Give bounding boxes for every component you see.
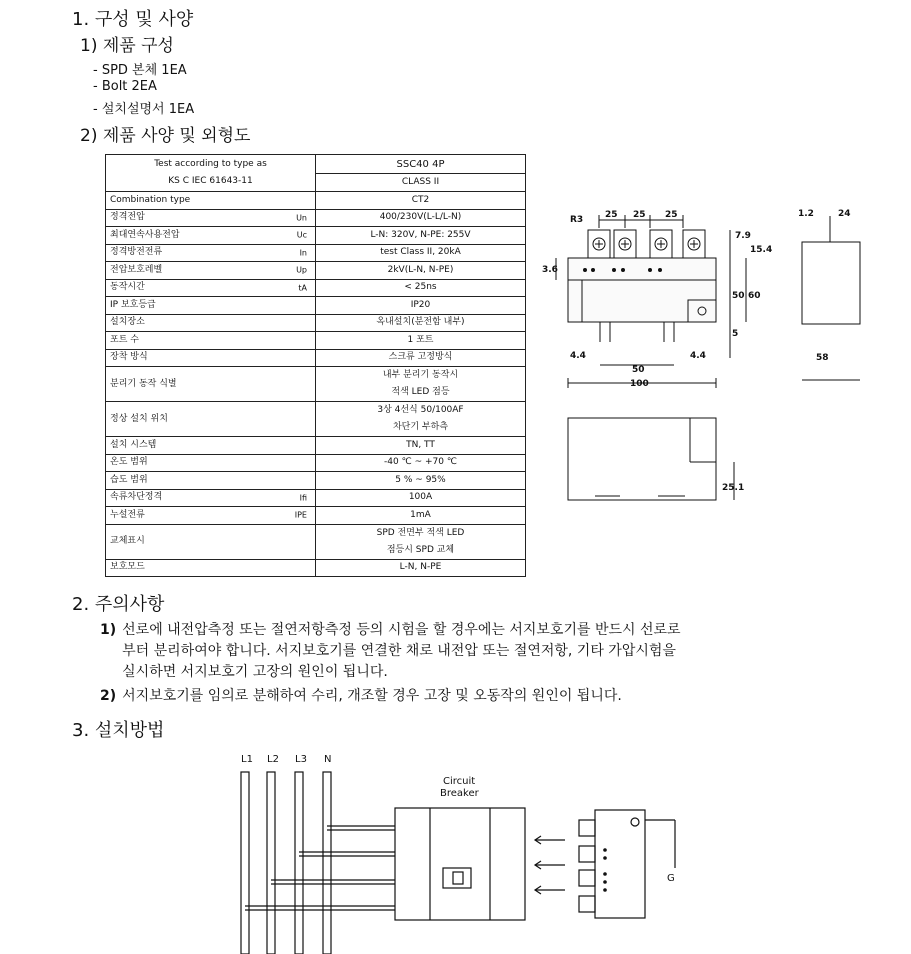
spec-value [316, 437, 526, 455]
dim-label: 58 [816, 353, 829, 363]
spec-label-text: 동작시간 [110, 282, 145, 293]
spec-label-text: 속류차단정격 [110, 492, 163, 503]
spec-value-line: TN, TT [406, 439, 435, 450]
spec-row [106, 279, 526, 297]
ground-label: G [667, 873, 675, 884]
spec-label-text: 온도 범위 [110, 457, 148, 468]
spec-value-line: 1 포트 [407, 334, 434, 345]
spec-row [106, 209, 526, 227]
spec-label-text: 보호모드 [110, 562, 145, 573]
spec-label [106, 209, 316, 227]
spec-symbol: Up [296, 265, 307, 275]
spec-row [106, 227, 526, 245]
component-item: - 설치설명서 1EA [93, 102, 195, 117]
spec-value-line: 점등시 SPD 교체 [386, 544, 455, 555]
line-label-l3: L3 [295, 754, 307, 765]
section-1-1-title: 1) 제품 구성 [80, 36, 174, 56]
spec-value [316, 559, 526, 577]
spec-value [316, 262, 526, 280]
dim-label: 4.4 [690, 351, 706, 361]
line-label-l2: L2 [267, 754, 279, 765]
spec-value-line: SPD 전면부 적색 LED [376, 527, 465, 538]
dim-label: 50 [732, 291, 745, 301]
spec-value-line: CT2 [411, 194, 430, 205]
spec-row [106, 349, 526, 367]
spec-value [316, 192, 526, 210]
spec-header-row [106, 155, 526, 192]
dim-label: 50 [632, 365, 645, 375]
bus-bar-n [323, 772, 331, 954]
spec-label [106, 559, 316, 577]
spec-label-text: Combination type [110, 194, 191, 205]
spec-symbol: tA [298, 283, 307, 293]
spec-label [106, 524, 316, 559]
spec-label-text: 정상 설치 위치 [110, 413, 168, 424]
spec-row [106, 559, 526, 577]
caution-item [100, 686, 800, 707]
spec-value-line: -40 ℃ ~ +70 ℃ [384, 457, 457, 468]
line-label-l1: L1 [241, 754, 253, 765]
spec-row [106, 332, 526, 350]
spec-value-line: IP20 [410, 299, 431, 310]
spec-row [106, 489, 526, 507]
bus-bar-l2 [267, 772, 275, 954]
spec-label-text: 정격방전전류 [110, 247, 163, 258]
spec-symbol: In [299, 248, 307, 258]
spec-label-text: 설치장소 [110, 317, 145, 328]
spec-table [105, 154, 526, 577]
spec-value [316, 297, 526, 315]
terminal [614, 230, 636, 258]
terminal [683, 230, 705, 258]
spec-row [106, 262, 526, 280]
spec-symbol: Un [296, 213, 307, 223]
spd-device [595, 810, 645, 918]
spec-label [106, 332, 316, 350]
spec-label [106, 507, 316, 525]
spec-label-text: 설치 시스템 [110, 439, 157, 450]
spec-class: CLASS II [401, 176, 440, 187]
spec-value-line: < 25ns [404, 282, 437, 293]
spec-label-text: 전압보호레벨 [110, 264, 163, 275]
spec-value [316, 402, 526, 437]
spec-label-text: 장착 방식 [110, 352, 148, 363]
spec-label [106, 262, 316, 280]
spec-label-text: 누설전류 [110, 509, 145, 520]
section-1-title: 1. 구성 및 사양 [72, 9, 194, 30]
spec-label [106, 402, 316, 437]
breaker-label: Circuit [443, 776, 476, 787]
spec-symbol: IPE [294, 510, 307, 520]
spec-header-label [106, 155, 316, 192]
bus-bar-l3 [295, 772, 303, 954]
caution-line: 부터 분리하여야 합니다. 서지보호기를 연결한 채로 내전압 또는 절연저항, 기타 가압시험을 [122, 643, 676, 659]
component-item: - SPD 본체 1EA [93, 63, 187, 78]
spec-label-text: IP 보호등급 [110, 299, 156, 310]
section-2-title: 2. 주의사항 [72, 594, 165, 615]
dim-label: R3 [570, 215, 584, 225]
spec-label-text: 습도 범위 [110, 474, 148, 485]
dim-label: 5 [732, 329, 739, 339]
caution-number: 2) [100, 688, 117, 704]
spec-value-line: L-N: 320V, N-PE: 255V [370, 229, 471, 240]
spec-row [106, 244, 526, 262]
spec-label [106, 297, 316, 315]
spec-label [106, 489, 316, 507]
spec-symbol: Ifi [299, 493, 307, 503]
dim-label: 60 [748, 291, 761, 301]
spec-value-line: L-N, N-PE [399, 562, 442, 573]
spec-label [106, 192, 316, 210]
spec-value [316, 454, 526, 472]
dim-label: 1.2 [798, 209, 814, 219]
dim-label: 24 [838, 209, 851, 219]
spec-label-text: 포트 수 [110, 334, 139, 345]
outline-drawing [540, 200, 885, 520]
terminal [588, 230, 610, 258]
spec-label [106, 244, 316, 262]
spec-row [106, 437, 526, 455]
section-1-2-title: 2) 제품 사양 및 외형도 [80, 126, 251, 146]
spec-label-text: 분리기 동작 식별 [110, 378, 177, 389]
caution-line: 서지보호기를 임의로 분해하여 수리, 개조할 경우 고장 및 오동작의 원인이 됩니다. [122, 688, 622, 704]
dim-label: 25 [605, 210, 618, 220]
spec-label [106, 472, 316, 490]
breaker-label: Breaker [440, 788, 479, 799]
dim-label: 100 [630, 379, 649, 389]
dim-label: 7.9 [735, 231, 751, 241]
spec-value-line: 내부 분리기 동작시 [382, 370, 459, 380]
spec-value [316, 367, 526, 402]
spec-value [316, 209, 526, 227]
spec-value-line: 2kV(L-N, N-PE) [387, 264, 454, 275]
spec-value-line: 적색 LED 점등 [391, 387, 450, 397]
section-3-title: 3. 설치방법 [72, 720, 165, 741]
spec-label-text: 교체표시 [110, 536, 145, 546]
spec-value [316, 332, 526, 350]
spec-label [106, 279, 316, 297]
spec-row [106, 472, 526, 490]
line-label-n: N [324, 754, 332, 765]
caution-line: 실시하면 서지보호기 고장의 원인이 됩니다. [122, 664, 388, 680]
spec-value-line: 1mA [410, 509, 431, 520]
caution-line: 선로에 내전압측정 또는 절연저항측정 등의 시험을 할 경우에는 서지보호기를 반드시 선로로 [122, 622, 681, 638]
spec-label [106, 314, 316, 332]
caution-number: 1) [100, 622, 117, 638]
dim-label: 4.4 [570, 351, 586, 361]
spec-value-line: 옥내설치(분전함 내부) [376, 317, 465, 328]
spec-model: SSC40 4P [316, 156, 525, 174]
spec-label [106, 349, 316, 367]
spec-row [106, 454, 526, 472]
spec-label [106, 454, 316, 472]
spec-row [106, 367, 526, 402]
spec-value [316, 489, 526, 507]
caution-item [100, 620, 800, 683]
spec-value [316, 507, 526, 525]
spec-label-text: 최대연속사용전압 [110, 229, 180, 240]
wiring-diagram [235, 750, 695, 954]
spec-label [106, 367, 316, 402]
spec-value [316, 314, 526, 332]
spec-header-value [316, 155, 526, 192]
spec-row [106, 192, 526, 210]
spec-row [106, 297, 526, 315]
bus-bar-l1 [241, 772, 249, 954]
dim-label: 3.6 [542, 265, 558, 275]
spec-value [316, 279, 526, 297]
spec-label [106, 437, 316, 455]
spec-value-line: 100A [408, 492, 433, 503]
spec-value-line: test Class II, 20kA [380, 247, 461, 258]
spec-symbol: Uc [296, 230, 307, 240]
spec-value-line: 스크류 고정방식 [388, 352, 453, 363]
spec-row [106, 524, 526, 559]
dim-label: 25 [633, 210, 646, 220]
spec-value-line: 5 % ~ 95% [395, 474, 446, 485]
spec-value [316, 244, 526, 262]
dim-label: 25 [665, 210, 678, 220]
component-item: - Bolt 2EA [93, 79, 157, 94]
spec-row [106, 314, 526, 332]
terminal [650, 230, 672, 258]
spec-label-text: 정격전압 [110, 212, 145, 223]
spec-value-line: 차단기 부하측 [392, 422, 449, 432]
spec-label [106, 227, 316, 245]
spec-header-label-line: KS C IEC 61643-11 [168, 176, 253, 186]
spec-row [106, 402, 526, 437]
spec-row [106, 507, 526, 525]
spec-value [316, 524, 526, 559]
dim-label: 15.4 [750, 245, 773, 255]
spec-header-label-line: Test according to type as [154, 159, 267, 169]
spec-value-line: 400/230V(L-L/L-N) [379, 212, 462, 223]
circuit-breaker [395, 808, 525, 920]
dim-label: 25.1 [722, 483, 745, 493]
spec-value [316, 227, 526, 245]
spec-value [316, 349, 526, 367]
spec-value [316, 472, 526, 490]
spec-value-line: 3상 4선식 50/100AF [377, 405, 464, 415]
